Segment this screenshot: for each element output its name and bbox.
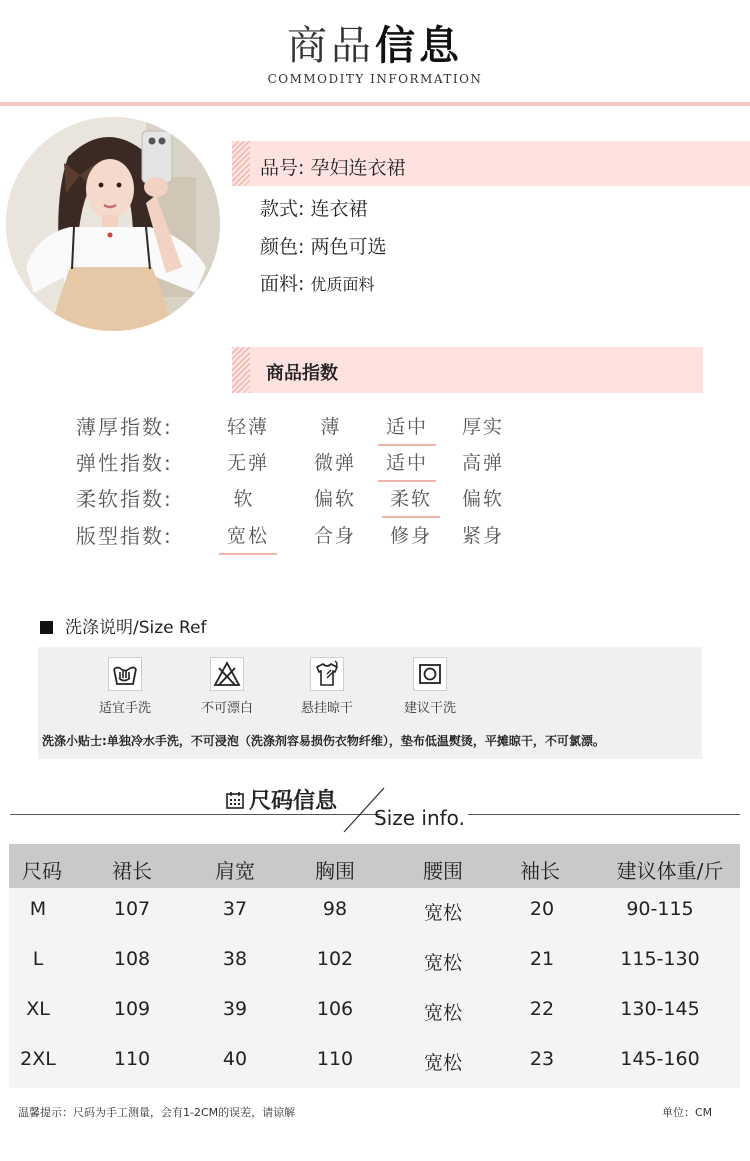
table-cell: 108 bbox=[113, 948, 151, 970]
size-title-text: 尺码信息 bbox=[249, 789, 338, 814]
index-option: 无弹 bbox=[226, 452, 269, 474]
info-line-color bbox=[260, 232, 386, 259]
page-subtitle: COMMODITY INFORMATION bbox=[267, 72, 483, 86]
index-row-label: 弹性指数: bbox=[76, 451, 173, 475]
dry-clean-icon bbox=[413, 657, 447, 691]
size-table bbox=[9, 844, 740, 1088]
table-cell: 38 bbox=[222, 948, 248, 970]
table-cell: 2XL bbox=[20, 1048, 56, 1070]
info-value: 两色可选 bbox=[310, 236, 387, 258]
index-option-selected: 适中 bbox=[372, 412, 442, 439]
table-cell: 145-160 bbox=[620, 1048, 700, 1070]
table-cell: 39 bbox=[222, 998, 248, 1020]
index-option: 厚实 bbox=[461, 416, 504, 438]
product-photo bbox=[6, 117, 220, 331]
info-label: 面料: bbox=[260, 273, 305, 295]
table-cell: 23 bbox=[529, 1048, 555, 1070]
page-title-light: 商品 bbox=[287, 23, 375, 69]
info-line-style bbox=[260, 194, 367, 221]
table-cell: 宽松 bbox=[423, 902, 462, 924]
wash-label: 悬挂晾干 bbox=[300, 701, 353, 716]
info-value: 连衣裙 bbox=[310, 198, 368, 220]
size-title bbox=[225, 784, 337, 816]
index-option-selected: 宽松 bbox=[213, 521, 283, 548]
info-value: 优质面料 bbox=[310, 275, 375, 294]
table-cell: XL bbox=[26, 998, 50, 1020]
index-option: 合身 bbox=[313, 525, 356, 547]
col-header: 腰围 bbox=[423, 859, 463, 883]
table-cell: 98 bbox=[322, 898, 348, 920]
index-option: 薄 bbox=[320, 416, 342, 438]
table-cell: 115-130 bbox=[620, 948, 700, 970]
table-cell: 37 bbox=[222, 898, 248, 920]
table-cell: 106 bbox=[316, 998, 354, 1020]
band-hatch bbox=[232, 141, 250, 186]
table-cell: 130-145 bbox=[620, 998, 700, 1020]
index-option: 紧身 bbox=[461, 525, 504, 547]
table-cell: 110 bbox=[113, 1048, 151, 1070]
index-option-selected: 适中 bbox=[372, 448, 442, 475]
info-line-sku bbox=[260, 153, 405, 180]
index-row-label: 版型指数: bbox=[76, 524, 173, 548]
index-option: 微弹 bbox=[313, 452, 356, 474]
table-cell: 21 bbox=[529, 948, 555, 970]
size-title-en: Size info. bbox=[374, 806, 465, 830]
washing-heading bbox=[40, 613, 207, 638]
size-table-header bbox=[9, 844, 740, 888]
wash-label: 适宜手洗 bbox=[98, 701, 151, 716]
info-label: 款式: bbox=[260, 198, 305, 220]
size-title-rule-right bbox=[468, 814, 740, 815]
table-cell: 107 bbox=[113, 898, 151, 920]
index-option-selected: 柔软 bbox=[376, 484, 446, 511]
table-cell: 宽松 bbox=[423, 1052, 462, 1074]
table-cell: 宽松 bbox=[423, 952, 462, 974]
table-cell: M bbox=[29, 898, 47, 920]
table-cell: 20 bbox=[529, 898, 555, 920]
index-option: 高弹 bbox=[461, 452, 504, 474]
page-title-bold: 信息 bbox=[375, 23, 463, 69]
table-cell: 102 bbox=[316, 948, 354, 970]
header-divider bbox=[0, 102, 750, 106]
table-cell: 40 bbox=[222, 1048, 248, 1070]
washing-tip-label: 洗涤小贴士: bbox=[42, 734, 107, 748]
page-title bbox=[0, 14, 750, 71]
info-label: 颜色: bbox=[260, 236, 305, 258]
washing-tip bbox=[42, 732, 605, 749]
wash-label: 不可漂白 bbox=[200, 701, 253, 716]
table-cell: 109 bbox=[113, 998, 151, 1020]
index-option: 修身 bbox=[389, 525, 432, 547]
table-cell: 宽松 bbox=[423, 1002, 462, 1024]
col-header: 裙长 bbox=[112, 859, 152, 883]
table-cell: 90-115 bbox=[626, 898, 694, 920]
index-option: 偏软 bbox=[461, 488, 504, 510]
washing-title: 洗涤说明/Size Ref bbox=[65, 618, 207, 638]
square-bullet-icon bbox=[40, 621, 53, 634]
col-header: 肩宽 bbox=[215, 859, 255, 883]
size-table-body bbox=[9, 888, 740, 1088]
unit-label: 单位：CM bbox=[662, 1106, 713, 1119]
hand-wash-icon bbox=[108, 657, 142, 691]
calendar-icon bbox=[225, 790, 245, 816]
measurement-note: 温馨提示：尺码为手工测量，会有1-2CM的误差，请谅解 bbox=[18, 1106, 296, 1119]
table-cell: L bbox=[32, 948, 44, 970]
index-option: 轻薄 bbox=[226, 416, 269, 438]
band-hatch bbox=[232, 347, 250, 393]
index-option: 软 bbox=[233, 488, 255, 510]
col-header: 建议体重/斤 bbox=[616, 859, 724, 883]
index-option: 偏软 bbox=[313, 488, 356, 510]
index-section-title: 商品指数 bbox=[266, 363, 338, 384]
no-bleach-icon bbox=[210, 657, 244, 691]
info-value: 孕妇连衣裙 bbox=[310, 157, 406, 179]
col-header: 袖长 bbox=[520, 859, 560, 883]
wash-label: 建议干洗 bbox=[403, 701, 456, 716]
washing-tip-text: 单独冷水手洗，不可浸泡（洗涤剂容易损伤衣物纤维），垫布低温熨烫，平摊晾干，不可氯漂。 bbox=[106, 734, 605, 748]
table-cell: 22 bbox=[529, 998, 555, 1020]
page-header bbox=[0, 0, 750, 110]
index-row-label: 薄厚指数: bbox=[76, 415, 173, 439]
col-header: 胸围 bbox=[315, 859, 355, 883]
index-row-label: 柔软指数: bbox=[76, 487, 173, 511]
table-cell: 110 bbox=[316, 1048, 354, 1070]
hang-dry-icon bbox=[310, 657, 344, 691]
col-header: 尺码 bbox=[22, 859, 62, 883]
info-label: 品号: bbox=[260, 157, 305, 179]
info-line-fabric bbox=[260, 269, 374, 296]
